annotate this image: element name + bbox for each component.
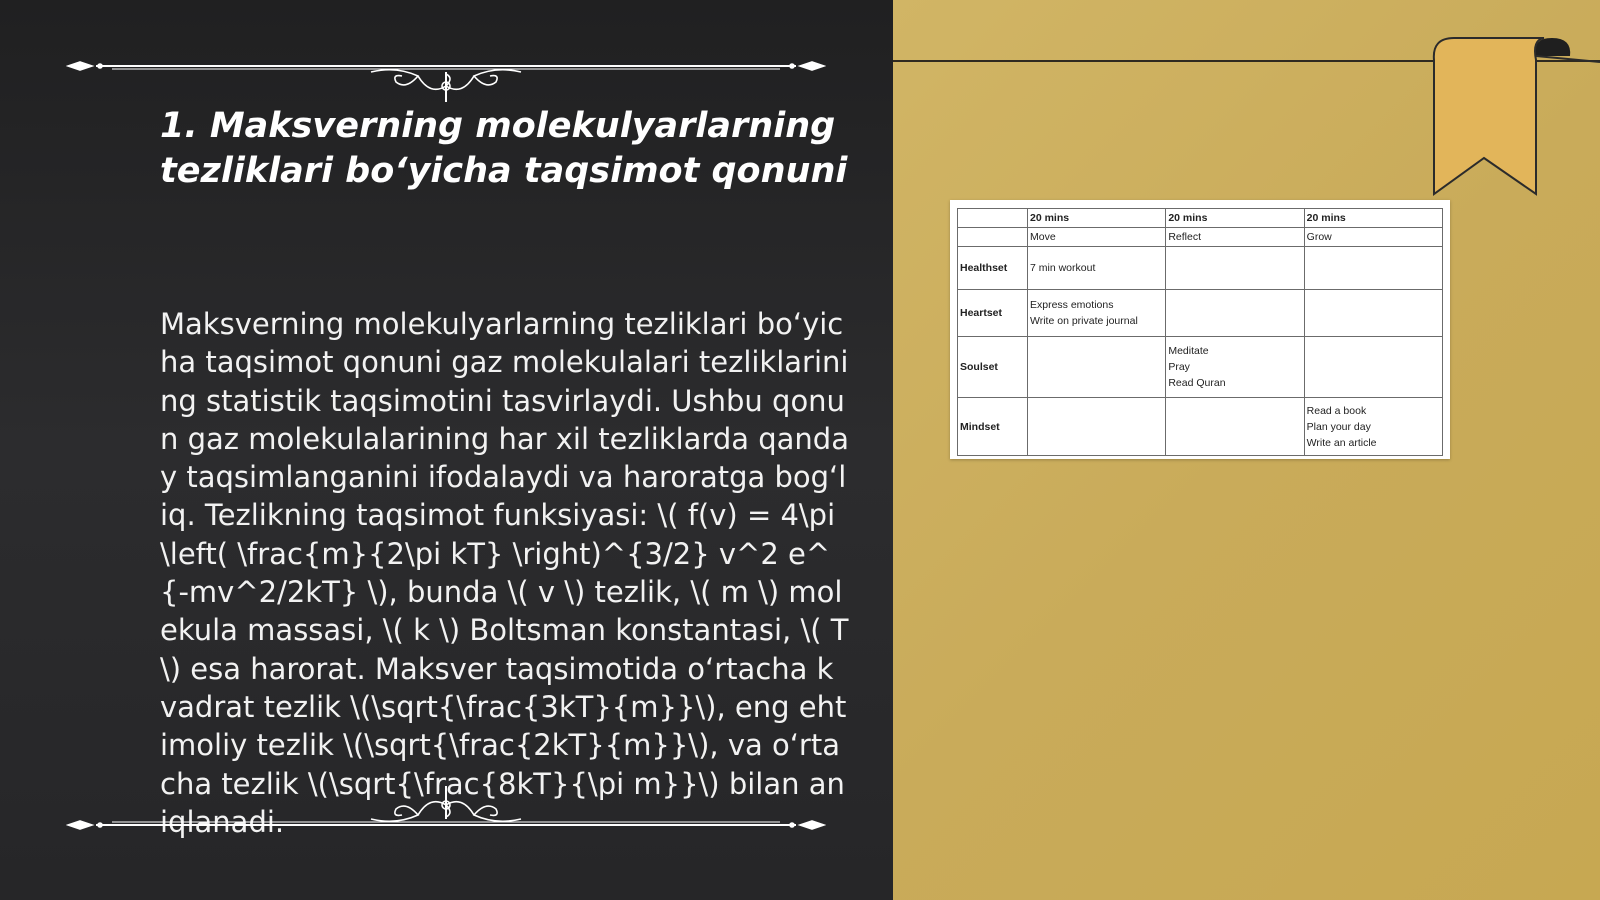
table-cell [1304,337,1442,398]
table-corner-cell [958,209,1028,228]
table-corner-cell [958,228,1028,247]
table-cell [1028,290,1166,337]
cell-line: Read a book [1306,404,1367,417]
table-cell [1166,290,1304,337]
table-header-cell: 20 mins [1166,209,1304,228]
row-label: Mindset [958,398,1028,456]
table-subheader-cell: Move [1028,228,1166,247]
table-cell: 7 min workout [1028,247,1166,290]
table-subheader-row [958,228,1443,247]
cell-line: Meditate [1168,345,1209,357]
row-label: Soulset [958,337,1028,398]
table-cell [1166,337,1304,398]
table-subheader-cell: Reflect [1166,228,1304,247]
table-cell [1304,290,1442,337]
bottom-ornament-divider [66,786,826,846]
table-cell [1166,247,1304,290]
slide-title: 1. Maksverning molekulyarlarning tezliklari bo‘yicha taqsimot qonuni [160,106,848,191]
cell-line: Express emotions [1030,299,1114,311]
bookmark-ribbon-icon [1432,34,1600,204]
schedule-table-image [950,200,1450,459]
table-cell [1028,398,1166,456]
table-header-cell: 20 mins [1028,209,1166,228]
table-header-cell: 20 mins [1304,209,1442,228]
table-row [958,247,1443,290]
cell-line: Write on private journal [1030,315,1138,327]
table-cell [1028,337,1166,398]
schedule-table [957,208,1443,456]
cell-line: Plan your day [1306,420,1371,433]
cell-line: Pray [1168,361,1190,373]
row-label: Heartset [958,290,1028,337]
table-row [958,290,1443,337]
table-header-row [958,209,1443,228]
cell-line: Write an article [1306,436,1377,449]
slide-body-text: Maksverning molekulyarlarning tezliklari bo‘yicha taqsimot qonuni gaz molekulalari tezliklarining statistik taqsimotini tasvirlaydi. Ushbu qonun gaz molekulalarining har xil tezliklarda qanday taqsimlanganini ifodalaydi va haroratga bog‘liq. Tezlikning taqsimot funksiyasi: \( f(v) = 4\pi \left( \frac{m}{2\pi kT} \right)^{3/2} v^2 e^{-mv^2/2kT} \), bunda \( v \) tezlik, \( m \) molekula massasi, \( k \) Boltsman konstantasi, \( T \) esa harorat. Maksver taqsimotida o‘rtacha kvadrat tezlik \(\sqrt{\frac{3kT}{m}}\), eng ehtimoliy tezlik \(\sqrt{\frac{2kT}{m}}\), va o‘rtacha tezlik \(\sqrt{\frac{8kT}{\pi m}}\) bilan aniqlanadi. [160,307,849,839]
table-cell [1166,398,1304,456]
table-cell [1304,247,1442,290]
table-cell [1304,398,1442,456]
cell-line: Read Quran [1168,377,1226,389]
table-row [958,337,1443,398]
table-subheader-cell: Grow [1304,228,1442,247]
table-row [958,398,1443,456]
row-label: Healthset [958,247,1028,290]
top-ornament-divider [66,42,826,102]
